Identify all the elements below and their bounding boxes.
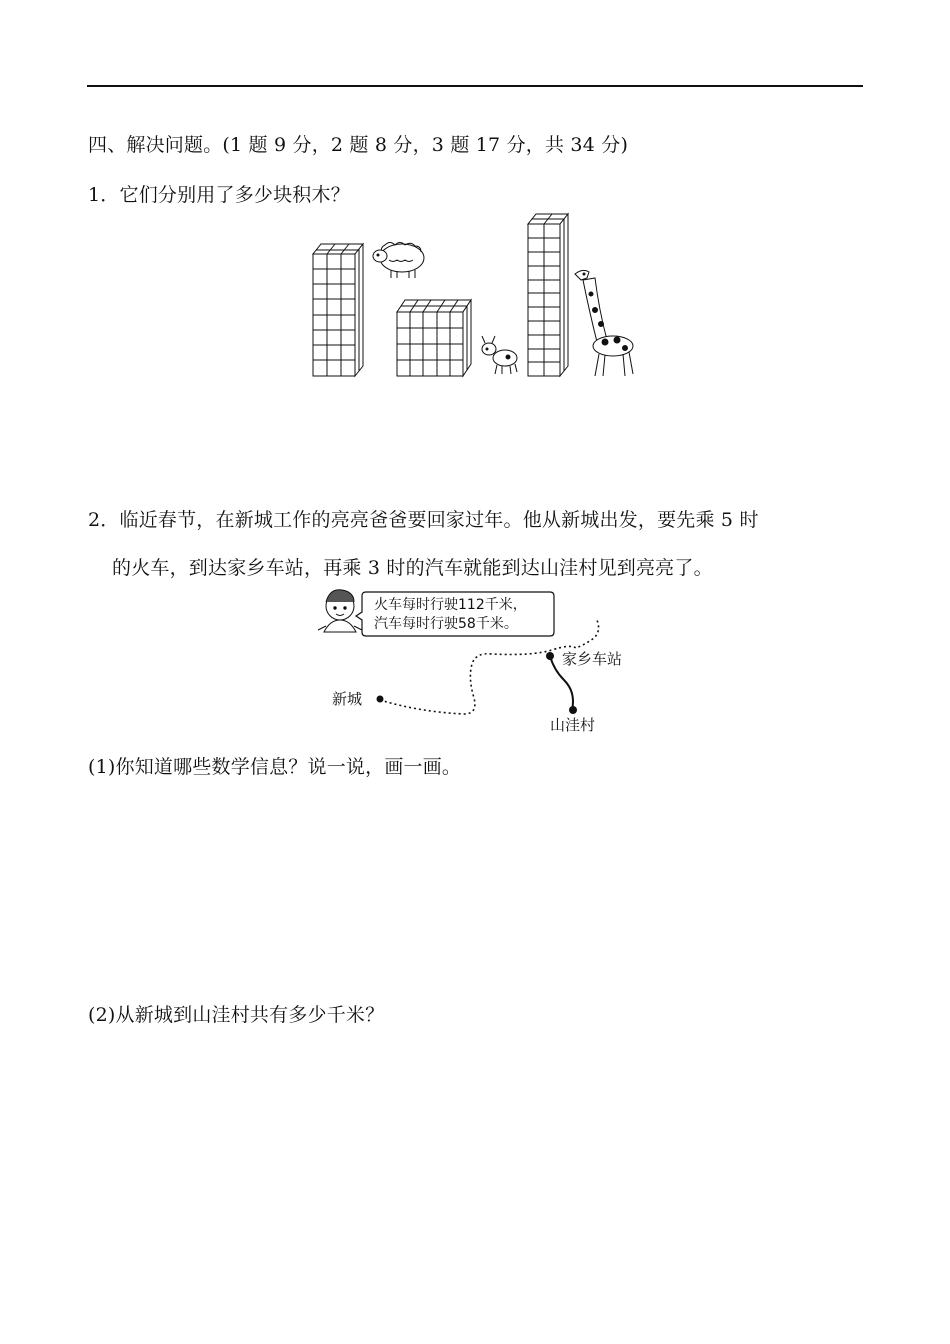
question-2-sub2: (2)从新城到山洼村共有多少千米？ bbox=[88, 1004, 385, 1026]
question-2-text-line1: 2．临近春节，在新城工作的亮亮爸爸要回家过年。他从新城出发，要先乘 5 时 bbox=[88, 509, 759, 531]
sheep-icon bbox=[373, 243, 424, 279]
route-figure bbox=[310, 588, 650, 733]
bubble-line-bus: 汽车每时行驶58千米。 bbox=[374, 616, 518, 632]
question-2-sub1: (1)你知道哪些数学信息？说一说，画一画。 bbox=[88, 756, 462, 778]
question-2-text-line2: 的火车，到达家乡车站，再乘 3 时的汽车就能到达山洼村见到亮亮了。 bbox=[112, 557, 713, 579]
label-xincheng: 新城 bbox=[332, 690, 363, 708]
block-tower-middle bbox=[397, 300, 471, 376]
start-point bbox=[377, 696, 384, 703]
blocks-figure bbox=[305, 212, 645, 382]
speech-bubble bbox=[356, 592, 554, 636]
station-point bbox=[546, 652, 554, 660]
label-village: 山洼村 bbox=[550, 716, 596, 734]
bubble-line-train: 火车每时行驶112千米， bbox=[374, 597, 527, 613]
section-heading: 四、解决问题。(1 题 9 分，2 题 8 分，3 题 17 分，共 34 分) bbox=[88, 134, 629, 156]
boy-icon bbox=[318, 590, 362, 632]
question-1-text: 1．它们分别用了多少块积木？ bbox=[88, 184, 350, 206]
block-tower-right bbox=[528, 214, 568, 376]
label-station: 家乡车站 bbox=[562, 650, 623, 668]
top-rule bbox=[87, 85, 863, 87]
giraffe-icon bbox=[575, 270, 633, 376]
goat-icon bbox=[482, 336, 517, 374]
village-point bbox=[569, 706, 577, 714]
block-tower-left bbox=[313, 244, 363, 376]
